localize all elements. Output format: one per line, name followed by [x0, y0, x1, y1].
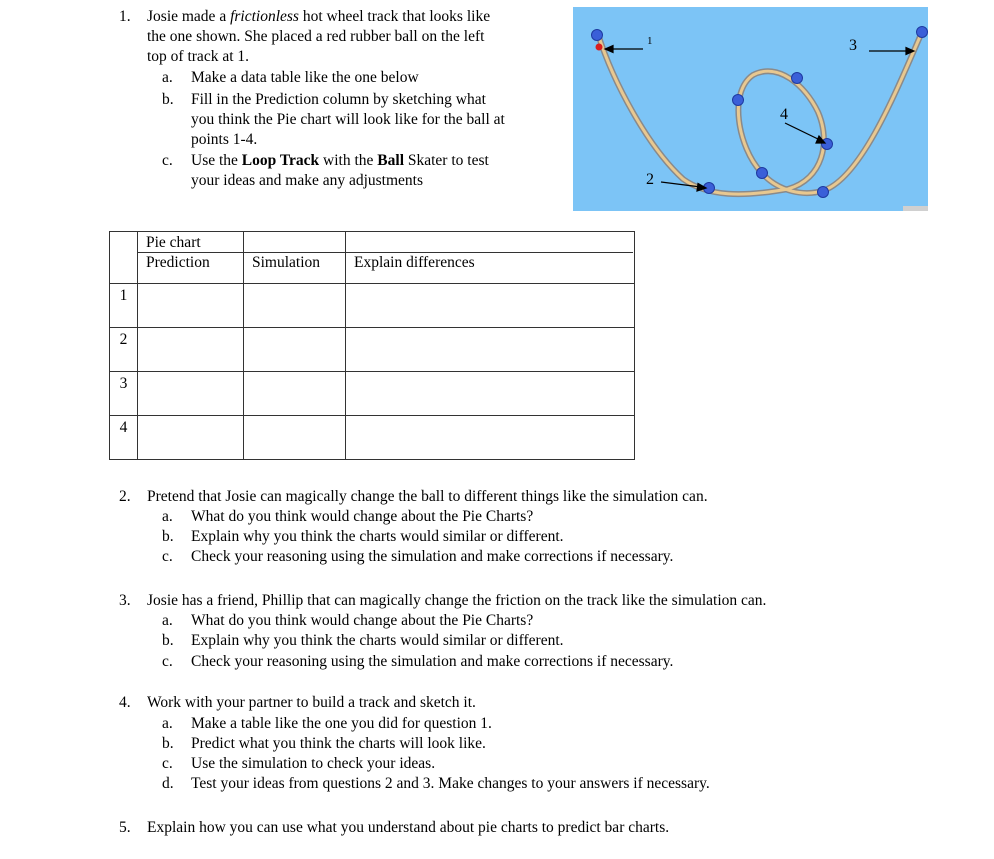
item-letter: b. — [162, 528, 174, 545]
item-letter: c. — [162, 653, 173, 670]
item-letter: a. — [162, 612, 173, 629]
question-1c-line-1: Use the Loop Track with the Ball Skater to test — [191, 152, 489, 169]
question-number: 2. — [119, 488, 131, 505]
control-point — [818, 187, 829, 198]
question-4b-text: Predict what you think the charts will look like. — [191, 735, 486, 752]
question-3a-text: What do you think would change about the Pie Charts? — [191, 612, 534, 629]
question-1c-line-2: your ideas and make any adjustments — [191, 172, 424, 189]
figure-label-3: 3 — [849, 37, 857, 54]
item-letter: a. — [162, 508, 173, 525]
corner-cell — [110, 232, 138, 284]
item-letter: d. — [162, 775, 174, 792]
question-4-text: Work with your partner to build a track and sketch it. — [147, 694, 476, 711]
item-letter: a. — [162, 715, 173, 732]
control-point — [733, 95, 744, 106]
header-divider — [137, 252, 633, 253]
header-prediction — [138, 232, 244, 284]
table-cell — [346, 372, 635, 416]
table-cell — [346, 328, 635, 372]
question-1b-line-1: Fill in the Prediction column by sketching what — [191, 91, 486, 108]
scroll-indicator — [903, 206, 928, 211]
question-3b-text: Explain why you think the charts would similar or different. — [191, 632, 564, 649]
table-cell — [346, 284, 635, 328]
table-cell — [244, 372, 346, 416]
arrow-4-line — [785, 123, 820, 140]
header-prediction-label: Prediction — [146, 254, 210, 271]
question-1a-text: Make a data table like the one below — [191, 69, 419, 86]
loop-track-bold: Loop Track — [241, 152, 320, 169]
control-point — [792, 73, 803, 84]
question-4a-text: Make a table like the one you did for question 1. — [191, 715, 492, 732]
item-letter: c. — [162, 152, 173, 169]
table-cell — [244, 284, 346, 328]
question-4d-text: Test your ideas from questions 2 and 3. Make changes to your answers if necessary. — [191, 775, 710, 792]
question-3-text: Josie has a friend, Phillip that can magically change the friction on the track like the simulation can. — [147, 592, 767, 609]
table-cell — [138, 372, 244, 416]
item-letter: c. — [162, 755, 173, 772]
header-simulation — [244, 232, 346, 284]
table-cell — [244, 328, 346, 372]
table-cell — [138, 416, 244, 460]
question-1-line-3: top of track at 1. — [147, 48, 250, 65]
table-header-row — [110, 232, 635, 284]
question-1-line-2: the one shown. She placed a red rubber ball on the left — [147, 28, 485, 45]
question-number: 3. — [119, 592, 131, 609]
figure-label-2: 2 — [646, 171, 654, 188]
track-control-points — [592, 27, 928, 198]
row-number: 2 — [110, 328, 138, 372]
row-number: 3 — [110, 372, 138, 416]
ball-bold: Ball — [377, 152, 404, 169]
table-cell — [138, 284, 244, 328]
item-letter: a. — [162, 69, 173, 86]
control-point — [757, 168, 768, 179]
data-table — [109, 231, 635, 460]
header-explain — [346, 232, 635, 284]
question-number: 4. — [119, 694, 131, 711]
table-cell — [244, 416, 346, 460]
item-letter: b. — [162, 735, 174, 752]
loop-track-figure — [573, 7, 928, 211]
question-2b-text: Explain why you think the charts would similar or different. — [191, 528, 564, 545]
question-3c-text: Check your reasoning using the simulation and make corrections if necessary. — [191, 653, 674, 670]
question-number: 5. — [119, 819, 131, 836]
row-number: 4 — [110, 416, 138, 460]
table-row — [110, 416, 635, 460]
table-row — [110, 328, 635, 372]
question-5-text: Explain how you can use what you understand about pie charts to predict bar charts. — [147, 819, 670, 836]
item-letter: c. — [162, 548, 173, 565]
frictionless-emphasis: frictionless — [230, 8, 299, 25]
red-ball — [596, 44, 603, 51]
table-cell — [138, 328, 244, 372]
question-1b-line-3: points 1-4. — [191, 131, 258, 148]
table-cell — [346, 416, 635, 460]
question-number: 1. — [119, 8, 131, 25]
table-row — [110, 284, 635, 328]
header-explain-label: Explain differences — [354, 254, 475, 271]
question-1-line-1: Josie made a frictionless hot wheel track that looks like — [147, 8, 491, 25]
control-point — [917, 27, 928, 38]
table-row — [110, 372, 635, 416]
item-letter: b. — [162, 91, 174, 108]
row-number: 1 — [110, 284, 138, 328]
question-2c-text: Check your reasoning using the simulation and make corrections if necessary. — [191, 548, 674, 565]
question-2-text: Pretend that Josie can magically change the ball to different things like the simulation can. — [147, 488, 708, 505]
loop-track-illustration — [573, 7, 928, 211]
header-simulation-label: Simulation — [252, 254, 321, 271]
item-letter: b. — [162, 632, 174, 649]
question-2a-text: What do you think would change about the Pie Charts? — [191, 508, 534, 525]
question-4c-text: Use the simulation to check your ideas. — [191, 755, 436, 772]
figure-label-4: 4 — [780, 106, 788, 123]
header-pie-chart: Pie chart — [146, 234, 201, 251]
question-1b-line-2: you think the Pie chart will look like for the ball at — [191, 111, 505, 128]
figure-label-1: 1 — [647, 35, 653, 47]
control-point — [592, 30, 603, 41]
